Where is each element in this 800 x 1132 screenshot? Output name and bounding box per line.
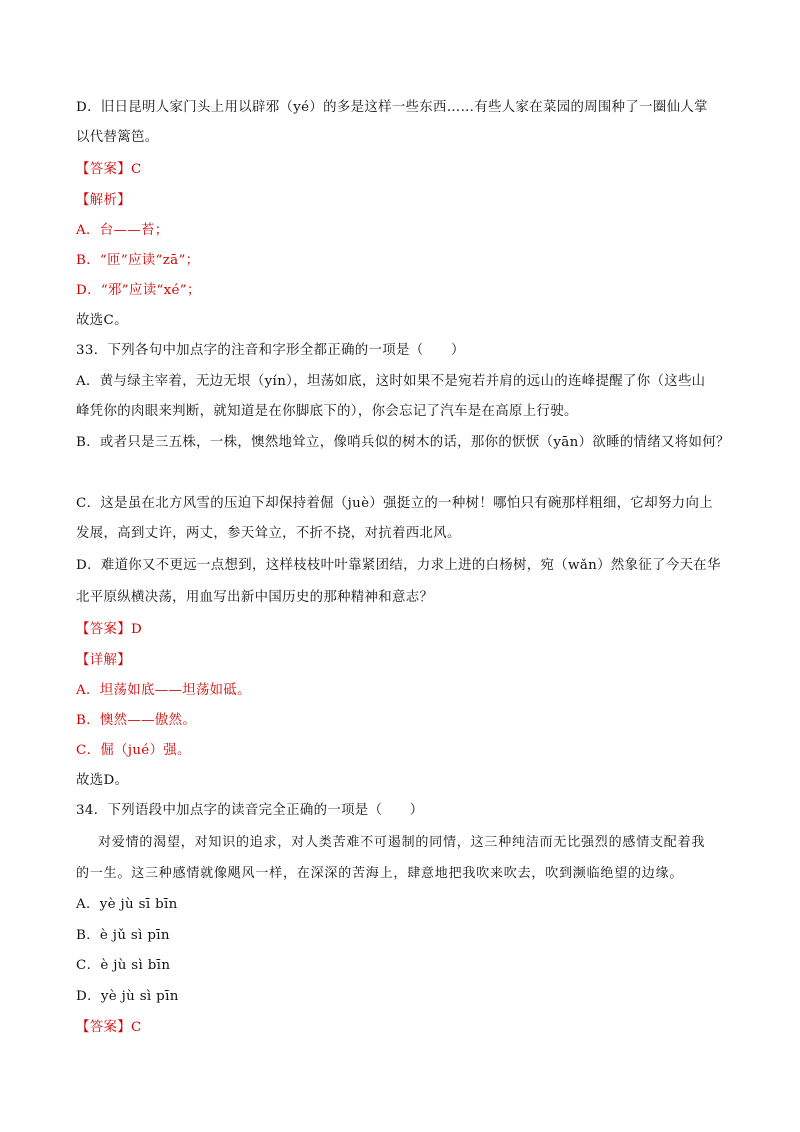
q34-passage-line2: 的一生。这三种感情就像飓风一样，在深深的苦海上，肆意地把我吹来吹去，吹到濒临绝望的边缘。 (76, 866, 684, 881)
q34-passage-line1: 对爱情的渴望，对知识的追求，对人类苦难不可遏制的同情，这三种纯洁而无比强烈的感情支配着我 (98, 835, 706, 850)
q34-answer-label: 【答案】C (76, 1020, 142, 1035)
q33-conclusion: 故选D。 (76, 773, 129, 788)
q33-option-a-line1: A．黄与绿主宰着，无边无垠（yín），坦荡如底，这时如果不是宛若并肩的远山的连峰提醒了你（这些山 (76, 374, 706, 389)
analysis-b: B．“匝”应读“zā”； (76, 253, 200, 268)
q33-option-d-line2: 北平原纵横决荡，用血写出新中国历史的那种精神和意志？ (76, 590, 434, 605)
q33-option-a-line2: 峰凭你的肉眼来判断，就知道是在你脚底下的），你会忘记了汽车是在高原上行驶。 (76, 404, 578, 419)
q33-option-b: B．或者只是三五株，一株，懊然地耸立，像哨兵似的树木的话，那你的恹恹（yān）欲睡的情绪又将如何？ (76, 435, 730, 450)
analysis-a: A．台——苔； (76, 223, 169, 238)
analysis-label: 【解析】 (76, 193, 131, 208)
question-33: 33．下列各句中加点字的注音和字形全都正确的一项是（ ） (76, 343, 465, 358)
q33-option-d-line1: D．难道你又不更远一点想到，这样枝枝叶叶靠紧团结，力求上进的白杨树，宛（wǎn）然象征了今天在华 (76, 558, 721, 573)
q34-option-c: C．è jù sì bīn (76, 958, 171, 973)
q33-detail-label: 【详解】 (76, 653, 131, 668)
option-d-line2: 以代替篱笆。 (76, 130, 159, 145)
q33-detail-b: B．懊然——傲然。 (76, 713, 197, 728)
q33-answer-label: 【答案】D (76, 622, 143, 637)
answer-label: 【答案】C (76, 162, 142, 177)
q33-option-c-line2: 发展，高到丈许，两丈，参天耸立，不折不挠，对抗着西北风。 (76, 526, 461, 541)
q34-option-d: D．yè jù sì pīn (76, 989, 179, 1004)
analysis-d: D．“邪”应读“xé”； (76, 283, 201, 298)
q33-detail-c: C．倔（jué）强。 (76, 743, 191, 758)
q33-detail-a: A．坦荡如底——坦荡如砥。 (76, 683, 251, 698)
q33-option-c-line1: C．这是虽在北方风雪的压迫下却保持着倔（juè）强挺立的一种树！哪怕只有碗那样粗细，它却努力向上 (76, 496, 713, 511)
conclusion: 故选C。 (76, 313, 128, 328)
q34-option-b: B．è jǔ sì pīn (76, 928, 170, 943)
option-d-line1: D．旧日昆明人家门头上用以辟邪（yé）的多是这样一些东西……有些人家在菜园的周围种了一圈仙人掌 (76, 100, 708, 115)
question-34: 34．下列语段中加点字的读音完全正确的一项是（ ） (76, 803, 424, 818)
q34-option-a: A．yè jù sī bīn (76, 897, 178, 912)
